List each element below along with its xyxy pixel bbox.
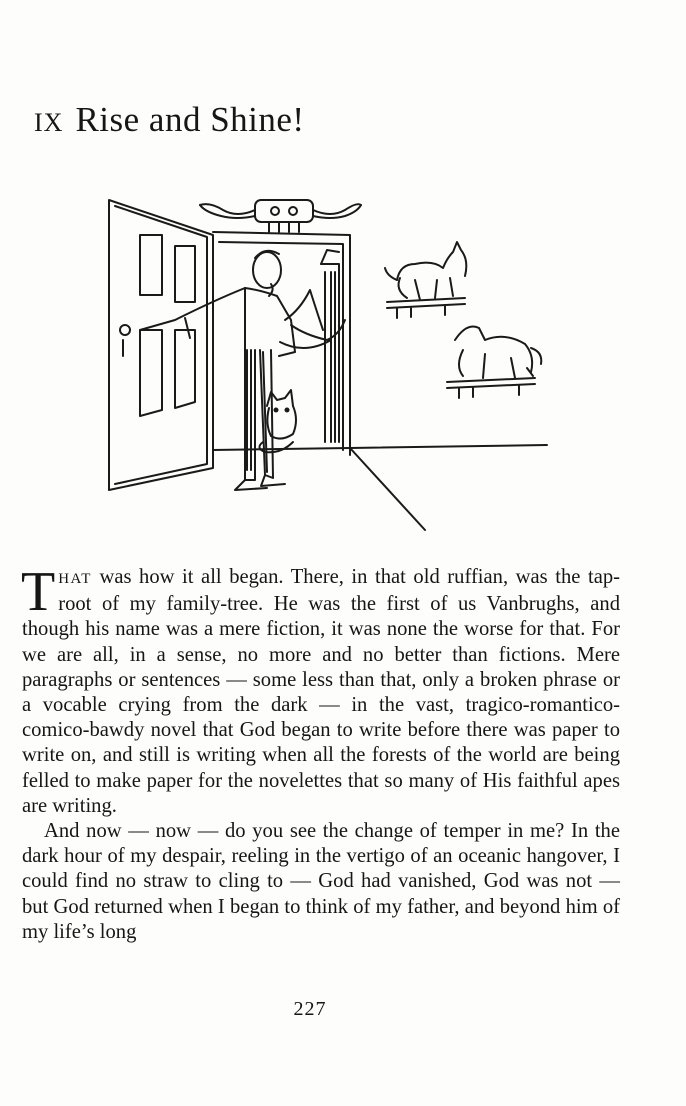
paragraph-1 bbox=[21, 561, 620, 819]
skull-ornament bbox=[200, 200, 361, 232]
drop-cap: T bbox=[21, 561, 56, 623]
horse-figurine-upper bbox=[385, 242, 466, 318]
chapter-illustration bbox=[95, 180, 555, 540]
body-text bbox=[21, 561, 620, 945]
butler-figure bbox=[140, 251, 345, 490]
paragraph-1-text: was how it all began. There, in that old ruffian, was the tap-root of my family-tree. He was the first of us Vanbrughs, and though his name was a mere fiction, it was none the worse for that. For we are all, in a sense, no more and no better than fictions. Mere paragraphs or sentences — some less than that, only a broken phrase or a vocable crying from the dark — in the vast, tragico-romantico-comico-bawdy novel that God began to write before there was paper to write on, and still is writing when all the forests of the world are being felled to make paper for the novelettes that so many of His faithful apes are writing. bbox=[22, 566, 620, 817]
chapter-number: IX bbox=[34, 108, 64, 137]
wall-corner-line bbox=[350, 448, 425, 530]
chapter-title: Rise and Shine! bbox=[75, 100, 305, 139]
page-number: 227 bbox=[293, 998, 327, 1020]
small-caps-lead: HAT bbox=[58, 571, 92, 587]
paragraph-2: And now — now — do you see the change of temper in me? In the dark hour of my despair, reeling in the vertigo of an oceanic hangover, I could find no straw to cling to — God had vanished, God was not — but God returned when I began to think of my father, and beyond him of my life’s long bbox=[22, 820, 620, 943]
horse-figurine-lower bbox=[447, 327, 541, 399]
open-door bbox=[109, 200, 213, 490]
chapter-heading bbox=[34, 100, 305, 140]
floor-line bbox=[350, 445, 547, 448]
